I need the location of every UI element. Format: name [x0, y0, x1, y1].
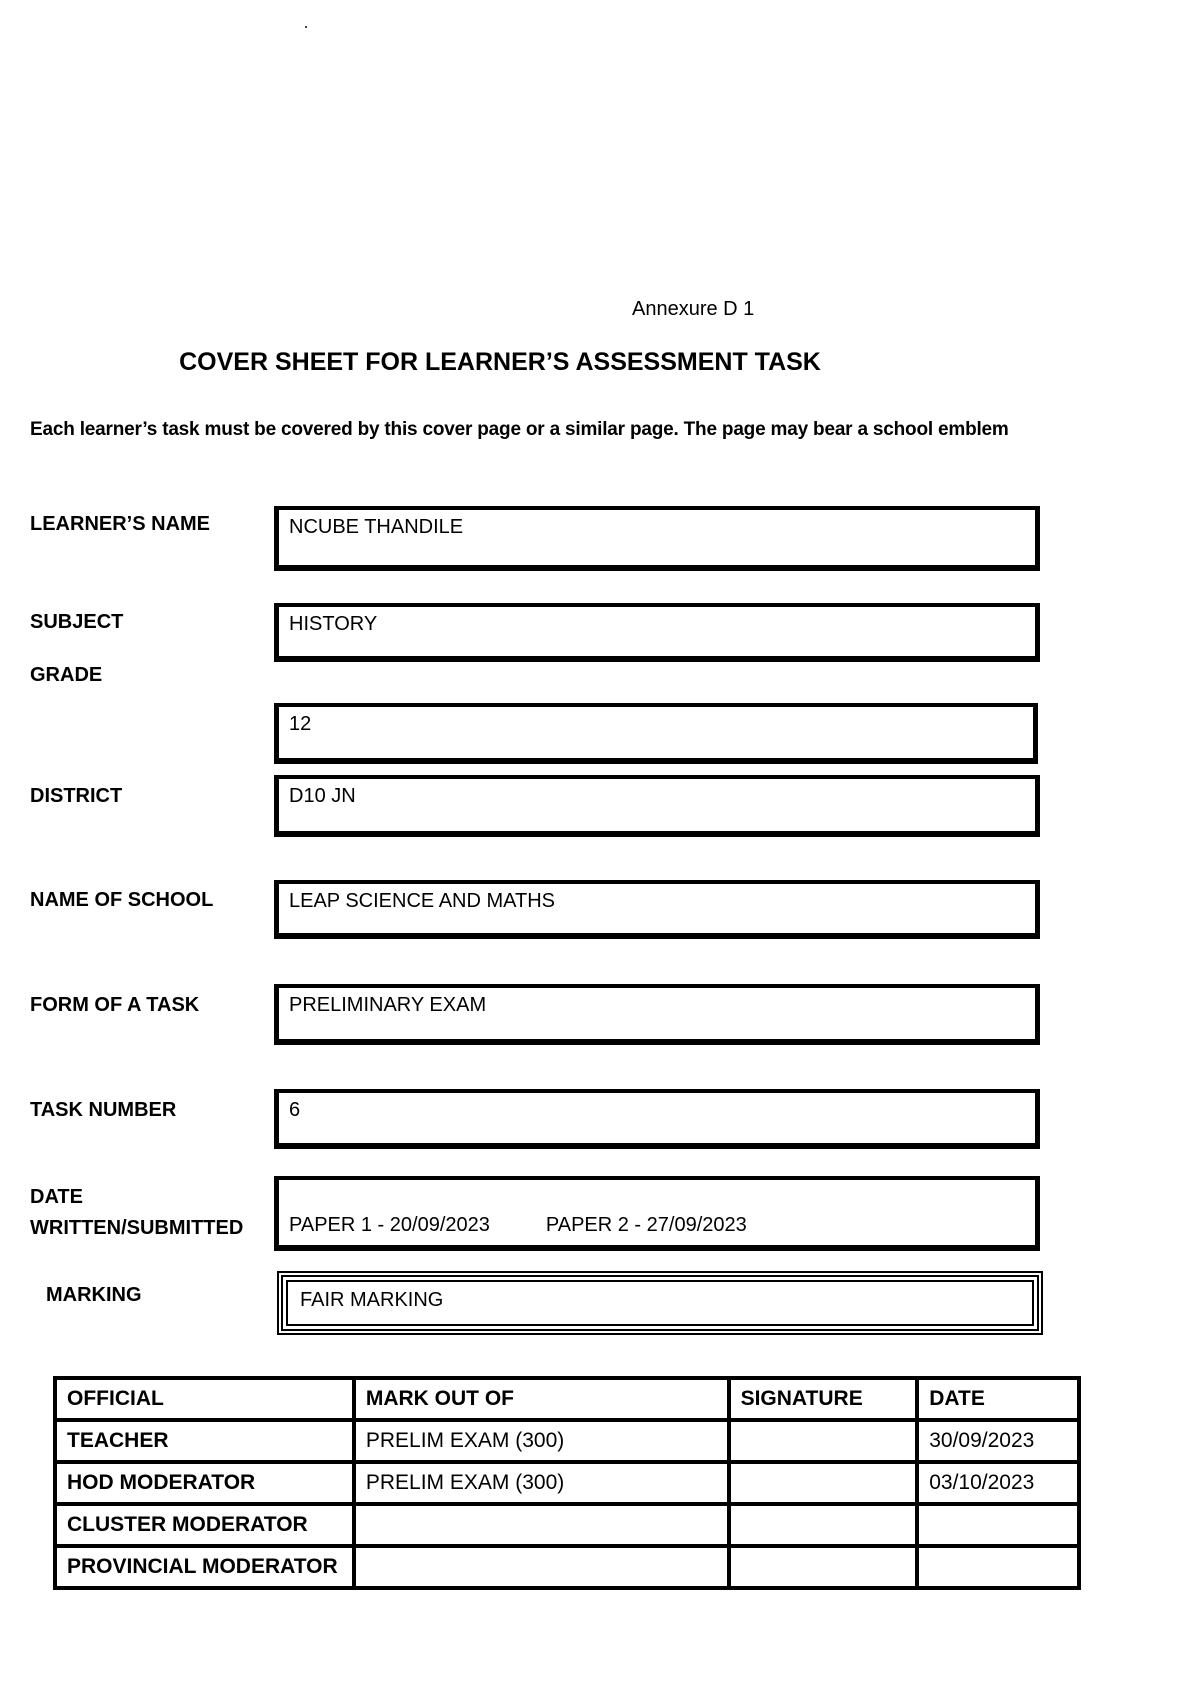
scan-speck	[305, 26, 307, 28]
marking-field: FAIR MARKING	[286, 1280, 1034, 1326]
date-written-label-line2: WRITTEN/SUBMITTED	[30, 1217, 244, 1239]
marking-label: MARKING	[46, 1284, 142, 1306]
header-date: DATE	[917, 1378, 1079, 1420]
task-number-field[interactable]: 6	[274, 1089, 1040, 1149]
task-form-field[interactable]: PRELIMINARY EXAM	[274, 984, 1040, 1045]
date-written-label-line1: DATE	[30, 1186, 83, 1208]
signature-cell[interactable]	[729, 1462, 918, 1504]
officials-table	[53, 1376, 1081, 1590]
official-cell: PROVINCIAL MODERATOR	[55, 1546, 354, 1588]
mark-cell[interactable]: PRELIM EXAM (300)	[354, 1420, 729, 1462]
date-cell[interactable]: 30/09/2023	[917, 1420, 1079, 1462]
annexure-label: Annexure D 1	[632, 298, 755, 320]
signature-cell[interactable]	[729, 1504, 918, 1546]
table-row	[55, 1504, 1079, 1546]
table-row	[55, 1462, 1079, 1504]
table-header-row	[55, 1378, 1079, 1420]
header-mark-out-of: MARK OUT OF	[354, 1378, 729, 1420]
task-number-label: TASK NUMBER	[30, 1099, 177, 1121]
page-title: COVER SHEET FOR LEARNER’S ASSESSMENT TASK	[179, 348, 821, 376]
official-cell: CLUSTER MODERATOR	[55, 1504, 354, 1546]
header-signature: SIGNATURE	[729, 1378, 918, 1420]
learner-name-label: LEARNER’S NAME	[30, 513, 211, 535]
official-cell: TEACHER	[55, 1420, 354, 1462]
subject-field[interactable]: HISTORY	[274, 603, 1040, 662]
date-cell[interactable]: 03/10/2023	[917, 1462, 1079, 1504]
grade-label: GRADE	[30, 664, 103, 686]
signature-cell[interactable]	[729, 1546, 918, 1588]
mark-cell[interactable]	[354, 1546, 729, 1588]
official-cell: HOD MODERATOR	[55, 1462, 354, 1504]
table-row	[55, 1420, 1079, 1462]
marking-field-frame[interactable]	[277, 1271, 1043, 1335]
grade-field[interactable]: 12	[274, 703, 1038, 764]
mark-cell[interactable]: PRELIM EXAM (300)	[354, 1462, 729, 1504]
school-field[interactable]: LEAP SCIENCE AND MATHS	[274, 880, 1040, 939]
district-label: DISTRICT	[30, 785, 123, 807]
signature-cell[interactable]	[729, 1420, 918, 1462]
paper1-date: PAPER 1 - 20/09/2023	[289, 1214, 490, 1236]
date-cell[interactable]	[917, 1546, 1079, 1588]
paper2-date: PAPER 2 - 27/09/2023	[545, 1214, 747, 1236]
date-written-field[interactable]	[274, 1176, 1040, 1251]
header-official: OFFICIAL	[55, 1378, 354, 1420]
task-form-label: FORM OF A TASK	[30, 994, 200, 1016]
school-label: NAME OF SCHOOL	[30, 889, 214, 911]
intro-text: Each learner’s task must be covered by this cover page or a similar page. The page may bear a school emblem	[30, 419, 1009, 440]
mark-cell[interactable]	[354, 1504, 729, 1546]
date-cell[interactable]	[917, 1504, 1079, 1546]
subject-label: SUBJECT	[30, 611, 124, 633]
learner-name-field[interactable]: NCUBE THANDILE	[274, 506, 1040, 571]
district-field[interactable]: D10 JN	[274, 775, 1040, 837]
table-row	[55, 1546, 1079, 1588]
